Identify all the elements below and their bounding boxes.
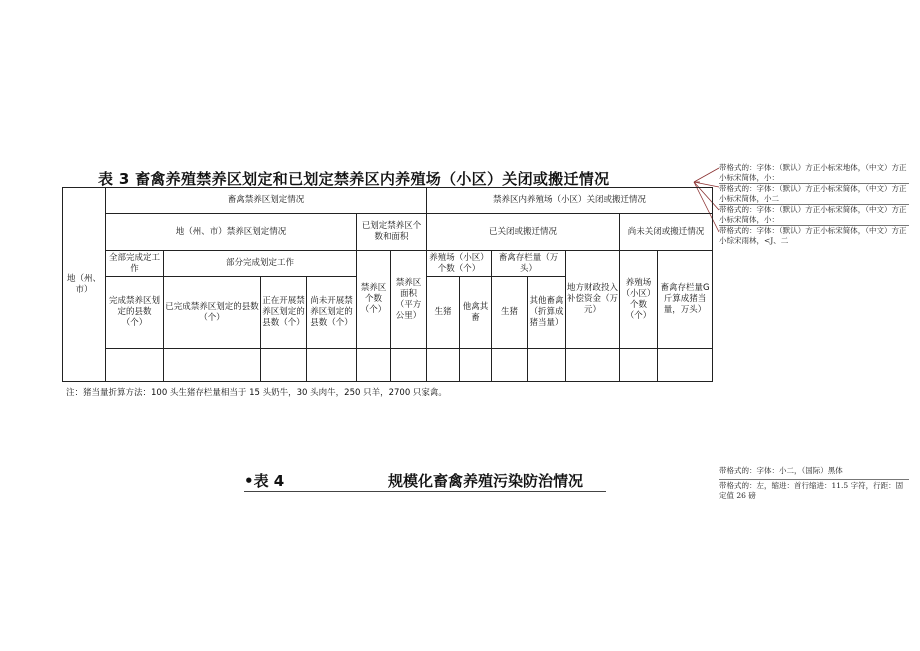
format-comment[interactable]: 带格式的：字体：（默认）方正小标宋简体，（中文）方正小综宋雨林，<J、二: [719, 226, 907, 245]
data-cell: [106, 349, 164, 382]
col-done-counties: 完成禁养区划定的县数（个）: [106, 277, 164, 349]
col-livestock2: 畜禽存栏量G斤算成猪当量，万头）: [658, 251, 713, 349]
col-pigs2: 生猪: [492, 277, 528, 349]
data-cell: [427, 349, 460, 382]
col-in-progress: 正在开展禁养区划定的县数（个）: [261, 277, 307, 349]
col-other-poultry: 他禽其畜: [460, 277, 492, 349]
table3-title: 表 3 畜禽养殖禁养区划定和已划定禁养区内养殖场（小区）关闭或搬迁情况: [98, 170, 610, 188]
table4-title-underline: [244, 491, 606, 492]
data-cell: [620, 349, 658, 382]
table4-label: •表 4: [244, 472, 285, 490]
col-farms-count2: 养殖场（小区）个数（个）: [620, 251, 658, 349]
data-cell: [357, 349, 391, 382]
data-cell: [307, 349, 357, 382]
data-cell: [460, 349, 492, 382]
col-subsidy: 地方财政投入补偿资金（万元）: [566, 251, 620, 349]
data-cell: [261, 349, 307, 382]
col-not-started: 尚未开展禁养区划定的县数（个）: [307, 277, 357, 349]
data-cell: [164, 349, 261, 382]
data-cell: [566, 349, 620, 382]
subheader-delimited-count: 已划定禁养区个数和面积: [357, 214, 427, 251]
format-comment[interactable]: 带格式的：字体：（默认）方正小标宋简体，（中文）方正小标宋简体，小二: [719, 184, 907, 203]
col-zone-area: 禁养区面积（平方公里）: [391, 251, 427, 349]
table3-note: 注：猪当量折算方法：100 头生猪存栏量相当于 15 头奶牛，30 头肉牛，250 只羊，2700 只家禽。: [66, 388, 447, 398]
table3: [62, 187, 713, 382]
group-header-delim: 畜禽禁养区划定情况: [106, 188, 427, 214]
col-zone-count: 禁养区个数（个）: [357, 251, 391, 349]
data-cell: [391, 349, 427, 382]
subheader-not-closed: 尚未关闭或搬迁情况: [620, 214, 713, 251]
subheader-region-delim: 地（州、市）禁养区划定情况: [106, 214, 357, 251]
col-farms-count: 养殖场（小区）个数（个）: [427, 251, 492, 277]
subheader-closed: 已关闭或搬迁情况: [427, 214, 620, 251]
col-partial: 部分完成划定工作: [164, 251, 357, 277]
col-partial-done: 已完成禁养区划定的县数（个）: [164, 277, 261, 349]
comment-divider: [719, 479, 909, 480]
region-header-cell: 地（州、市）: [63, 188, 106, 382]
format-comment[interactable]: 带格式的：字体：小二，（国际）黑体: [719, 466, 843, 475]
format-comment[interactable]: 带格式的：字体：（默认）方正小标宋简体，（中文）方正小标宋简体，小：: [719, 205, 907, 224]
format-comment[interactable]: 带格式的：左，缩进：首行缩进：11.5 字符，行距：固定值 26 磅: [719, 481, 904, 500]
col-pigs: 生猪: [427, 277, 460, 349]
data-cell: [658, 349, 713, 382]
data-cell: [528, 349, 566, 382]
col-all-done: 全部完成定工作: [106, 251, 164, 277]
col-other-eq: 其他畜禽（折算成猪当量）: [528, 277, 566, 349]
col-livestock: 畜禽存栏量（万头）: [492, 251, 566, 277]
table4-title: 规模化畜禽养殖污染防治情况: [388, 472, 584, 490]
format-comment[interactable]: 带格式的：字体：（默认）方正小标宋地体，（中文）方正小标宋简体，小：: [719, 163, 907, 182]
group-header-closure: 禁养区内养殖场（小区）关闭或搬迁情况: [427, 188, 713, 214]
data-cell: [492, 349, 528, 382]
